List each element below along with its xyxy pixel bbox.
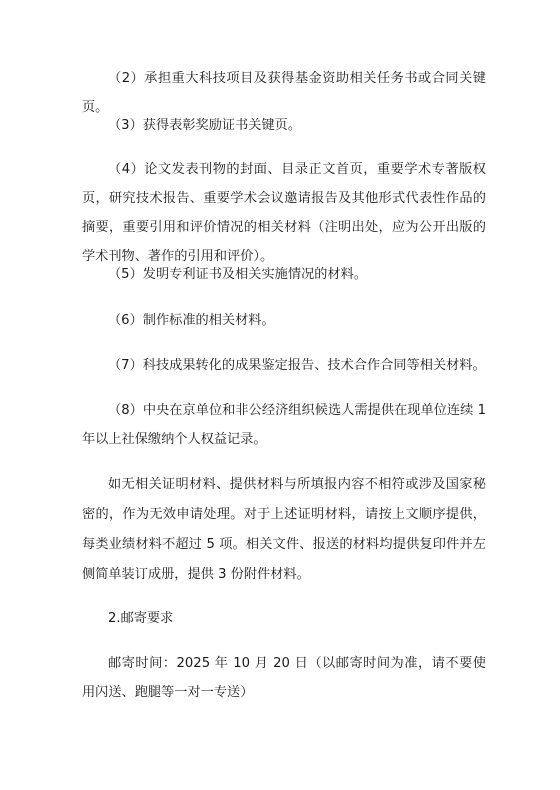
- paragraph-notice: 如无相关证明材料、提供材料与所填报内容不相符或涉及国家秘密的，作为无效申请处理。对于上述证明材料，请按上文顺序提供，每类业绩材料不超过 5 项。相关文件、报送的材料均提供复印件并左侧简单装订成册，提供 3 份附件材料。: [82, 477, 486, 582]
- paragraph-item-7: （7）科技成果转化的成果鉴定报告、技术合作合同等相关材料。: [108, 358, 486, 373]
- paragraph-item-8: （8）中央在京单位和非公经济组织候选人需提供在现单位连续 1 年以上社保缴纳个人权益记录。: [82, 403, 486, 447]
- paragraph-item-5: （5）发明专利证书及相关实施情况的材料。: [108, 267, 367, 282]
- section-heading-mailing: 2.邮寄要求: [108, 611, 174, 626]
- paragraph-mailing-time: 邮寄时间：2025 年 10 月 20 日（以邮寄时间为准，请不要使用闪送、跑腿等一对一专送）: [82, 656, 486, 700]
- paragraph-item-2: （2）承担重大科技项目及获得基金资助相关任务书或合同关键页。: [82, 71, 486, 115]
- paragraph-item-6: （6）制作标准的相关材料。: [108, 313, 275, 328]
- paragraph-item-4: （4）论文发表刊物的封面、目录正文首页，重要学术专著版权页，研究技术报告、重要学术会议邀请报告及其他形式代表性作品的摘要，重要引用和评价情况的相关材料（注明出处，应为公开出版的学术刊物、著作的引用和评价）。: [82, 162, 486, 264]
- paragraph-item-3: （3）获得表彰奖励证书关键页。: [108, 118, 302, 133]
